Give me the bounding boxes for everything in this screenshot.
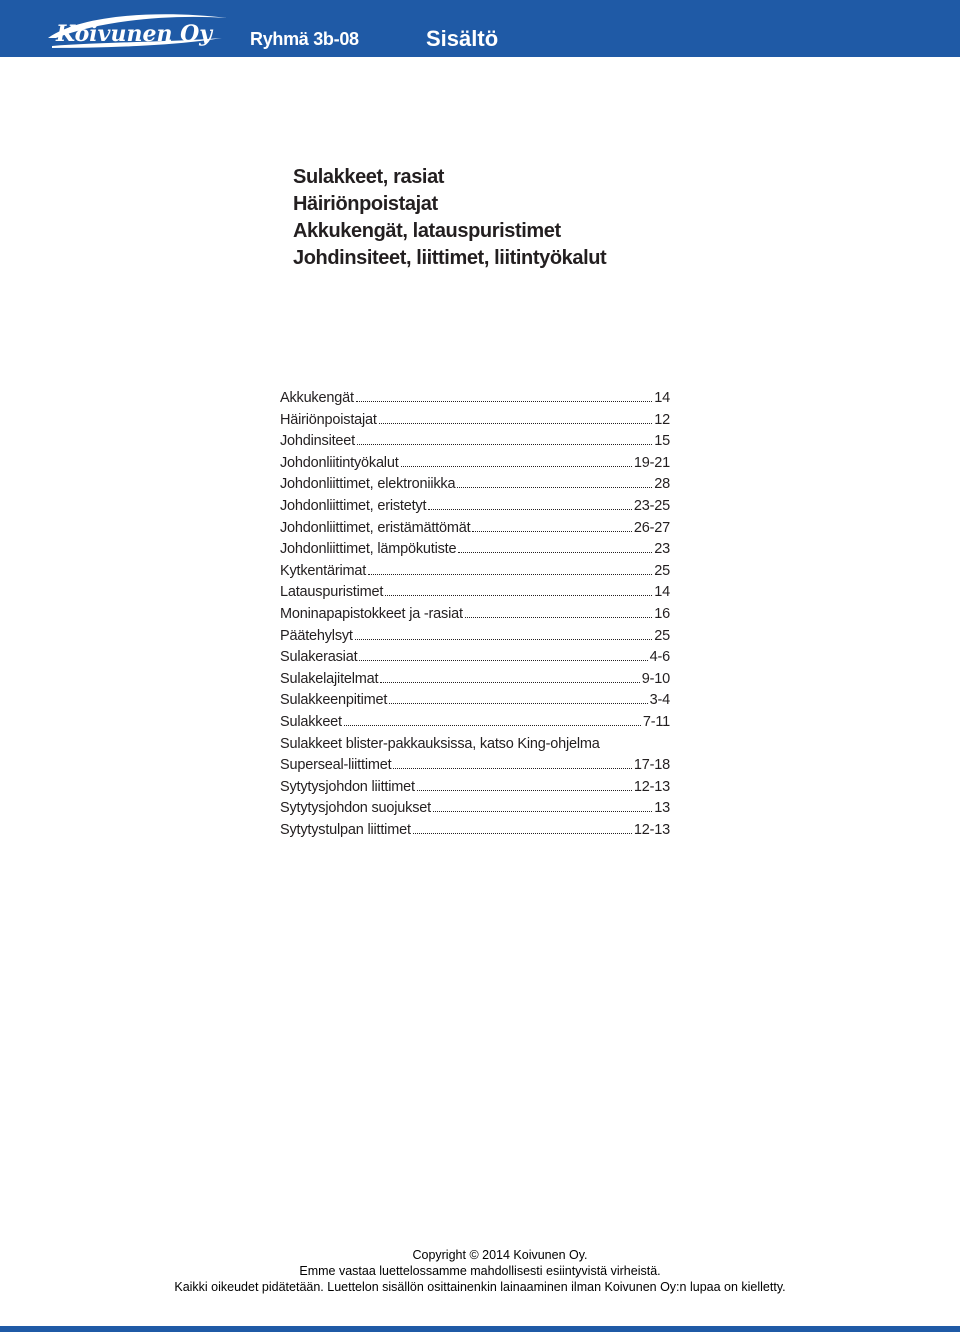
toc-label: Sytytysjohdon liittimet	[280, 778, 415, 795]
section-title: Häiriönpoistajat	[293, 193, 438, 215]
toc-label: Häiriönpoistajat	[280, 411, 377, 428]
copyright-line: Copyright © 2014 Koivunen Oy.	[412, 1248, 588, 1262]
toc-leader	[457, 477, 652, 488]
toc-page: 26-27	[633, 519, 670, 536]
toc-entry[interactable]	[280, 498, 670, 520]
toc-page: 3-4	[649, 692, 670, 709]
toc-label: Sulakkeet blister-pakkauksissa, katso King-ohjelma	[280, 735, 600, 752]
toc-leader	[401, 456, 632, 467]
section-title: Akkukengät, latauspuristimet	[293, 220, 561, 242]
toc-page: 9-10	[641, 670, 670, 687]
logo-graphic	[42, 8, 232, 52]
toc-entry[interactable]	[280, 606, 670, 628]
toc-entry[interactable]	[280, 628, 670, 650]
toc-entry[interactable]	[280, 563, 670, 585]
toc-leader	[380, 672, 639, 683]
toc-leader	[465, 607, 652, 618]
toc-entry[interactable]	[280, 671, 670, 693]
toc-label: Johdinsiteet	[280, 433, 355, 450]
section-title: Johdinsiteet, liittimet, liitintyökalut	[293, 247, 607, 269]
toc-page: 14	[654, 584, 670, 601]
toc-page: 17-18	[633, 757, 670, 774]
toc-label: Latauspuristimet	[280, 584, 384, 601]
toc-leader	[472, 521, 631, 532]
toc-page: 15	[654, 433, 670, 450]
copyright-footer	[0, 1247, 960, 1295]
toc-page: 14	[654, 390, 670, 406]
toc-page: 16	[654, 605, 670, 622]
toc-entry[interactable]	[280, 822, 670, 844]
toc-leader	[428, 499, 632, 510]
toc-entry[interactable]	[280, 455, 670, 477]
toc-entry[interactable]	[280, 714, 670, 736]
toc-entry[interactable]	[280, 800, 670, 822]
toc-label: Sulakelajitelmat	[280, 670, 379, 687]
toc-entry[interactable]	[280, 433, 670, 455]
group-label: Ryhmä 3b-08	[250, 29, 359, 49]
toc-label: Sulakkeet	[280, 713, 342, 730]
toc-entry[interactable]	[280, 412, 670, 434]
page-name: Sisältö	[426, 26, 499, 51]
toc-entry[interactable]	[280, 584, 670, 606]
table-of-contents	[280, 390, 670, 843]
toc-page: 25	[654, 562, 670, 579]
toc-label: Sytytystulpan liittimet	[280, 821, 411, 838]
toc-page: 23-25	[633, 497, 670, 514]
toc-page: 12-13	[633, 778, 670, 795]
toc-label: Johdonliittimet, elektroniikka	[280, 476, 456, 493]
toc-label: Päätehylsyt	[280, 627, 353, 644]
toc-leader	[385, 585, 652, 596]
toc-label: Johdonliittimet, eristetyt	[280, 497, 427, 514]
toc-page: 12	[654, 411, 670, 428]
toc-label: Johdonliittimet, eristämättömät	[280, 519, 471, 536]
toc-leader	[355, 629, 653, 640]
toc-entry[interactable]	[280, 390, 670, 412]
toc-leader	[393, 758, 631, 769]
toc-leader	[368, 564, 652, 575]
toc-label: Johdonliittimet, lämpökutiste	[280, 541, 457, 558]
toc-page: 4-6	[649, 649, 670, 666]
toc-leader	[417, 780, 632, 791]
toc-leader	[344, 715, 641, 726]
toc-label: Kytkentärimat	[280, 562, 367, 579]
toc-page: 23	[654, 541, 670, 558]
toc-leader	[389, 693, 647, 704]
toc-label: Sytytysjohdon suojukset	[280, 800, 431, 817]
toc-entry[interactable]	[280, 692, 670, 714]
toc-label: Akkukengät	[280, 390, 354, 406]
toc-entry[interactable]	[280, 520, 670, 542]
toc-page: 28	[654, 476, 670, 493]
toc-entry[interactable]	[280, 779, 670, 801]
rights-line: Kaikki oikeudet pidätetään. Luettelon sisällön osittainenkin lainaaminen ilman Koivunen Oy:n lupaa on kielletty.	[174, 1280, 786, 1294]
toc-page: 7-11	[642, 713, 670, 730]
toc-entry[interactable]	[280, 476, 670, 498]
toc-page: 12-13	[633, 821, 670, 838]
toc-entry[interactable]	[280, 541, 670, 563]
toc-leader	[379, 413, 653, 424]
toc-label: Moninapapistokkeet ja -rasiat	[280, 605, 463, 622]
bottom-bar	[0, 1326, 960, 1332]
toc-label: Johdonliitintyökalut	[280, 454, 399, 471]
toc-label: Sulakkeenpitimet	[280, 692, 388, 709]
toc-leader	[357, 434, 652, 445]
toc-note	[280, 736, 670, 758]
toc-page: 13	[654, 800, 670, 817]
toc-leader	[433, 801, 652, 812]
disclaimer-line: Emme vastaa luettelossamme mahdollisesti esiintyvistä virheistä.	[299, 1264, 661, 1278]
toc-leader	[356, 391, 652, 402]
toc-page: 19-21	[633, 454, 670, 471]
toc-page: 25	[654, 627, 670, 644]
section-title: Sulakkeet, rasiat	[293, 166, 445, 188]
toc-label: Superseal-liittimet	[280, 757, 392, 774]
company-logo	[42, 8, 232, 52]
toc-entry[interactable]	[280, 757, 670, 779]
section-titles	[293, 164, 606, 272]
logo-text: Koivunen Oy	[56, 21, 213, 47]
toc-leader	[413, 823, 632, 834]
toc-leader	[359, 650, 647, 661]
toc-label: Sulakerasiat	[280, 649, 358, 666]
toc-entry[interactable]	[280, 649, 670, 671]
header-bar	[0, 0, 960, 57]
toc-leader	[458, 542, 652, 553]
